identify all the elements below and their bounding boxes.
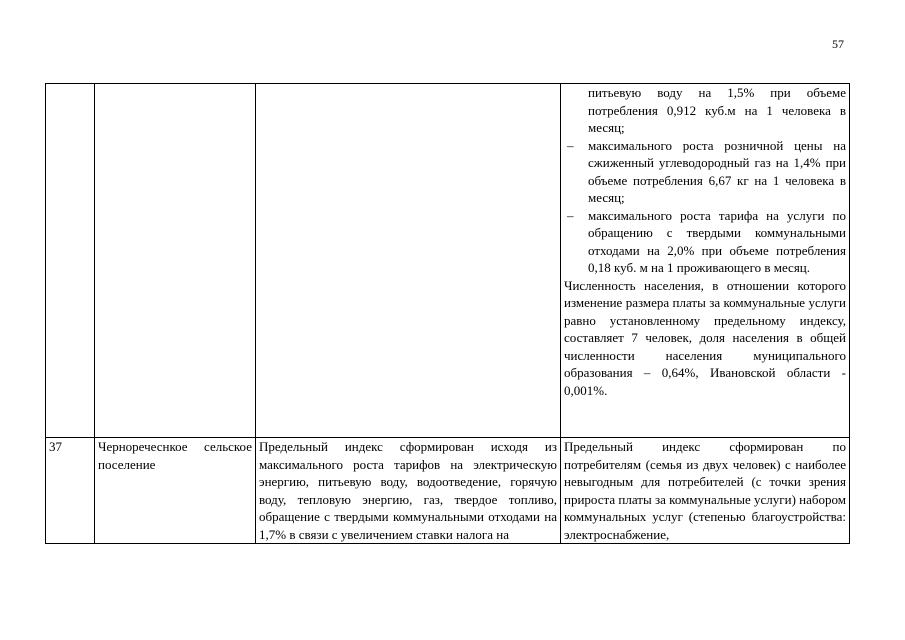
table-row-37 bbox=[46, 438, 850, 544]
municipal-index-table bbox=[45, 83, 850, 544]
cell-name-empty bbox=[95, 84, 256, 438]
list-item bbox=[564, 207, 846, 277]
index-details: Предельный индекс сформирован по потребителям (семья из двух человек) с наиболее невыгодным для потребителей (с точки зрения прироста платы за коммунальные услуги) набором коммунальных услуг (степенью благоустройства: электроснабжение, bbox=[561, 438, 850, 544]
dash-marker: – bbox=[567, 137, 574, 153]
list-item bbox=[564, 84, 846, 137]
row-number: 37 bbox=[46, 438, 95, 544]
bullet-text: максимального роста розничной цены на сжиженный углеводородный газ на 1,4% при объеме потребления 6,67 кг на 1 человека в месяц; bbox=[588, 137, 846, 205]
cell-description-empty bbox=[256, 84, 561, 438]
list-item bbox=[564, 137, 846, 207]
page-number: 57 bbox=[832, 37, 844, 51]
bullet-text: максимального роста тарифа на услуги по обращению с твердыми коммунальными отходами на 2,0% при объеме потребления 0,18 куб. м на 1 проживающего в месяц. bbox=[588, 207, 846, 275]
tariff-bullet-list bbox=[564, 84, 846, 277]
table-row-continuation bbox=[46, 84, 850, 438]
cell-details-continuation bbox=[561, 84, 850, 438]
municipality-name: Черноречеснкое сельское поселение bbox=[95, 438, 256, 544]
bullet-text: питьевую воду на 1,5% при объеме потребления 0,912 куб.м на 1 человека в месяц; bbox=[588, 85, 846, 135]
population-paragraph: Численность населения, в отношении которого изменение размера платы за коммунальные услуги равно установленному предельному индексу, составляет 7 человек, доля населения в общей численности населения муниципального образования – 0,64%, Ивановской области - 0,001%. bbox=[564, 277, 846, 398]
index-description: Предельный индекс сформирован исходя из максимального роста тарифов на электрическую энергию, питьевую воду, водоотведение, горячую воду, тепловую энергию, газ, твердое топливо, обращение с твердыми коммунальными отходами на 1,7% в связи с увеличением ставки налога на bbox=[256, 438, 561, 544]
cell-number-empty bbox=[46, 84, 95, 438]
dash-marker: – bbox=[567, 207, 574, 223]
